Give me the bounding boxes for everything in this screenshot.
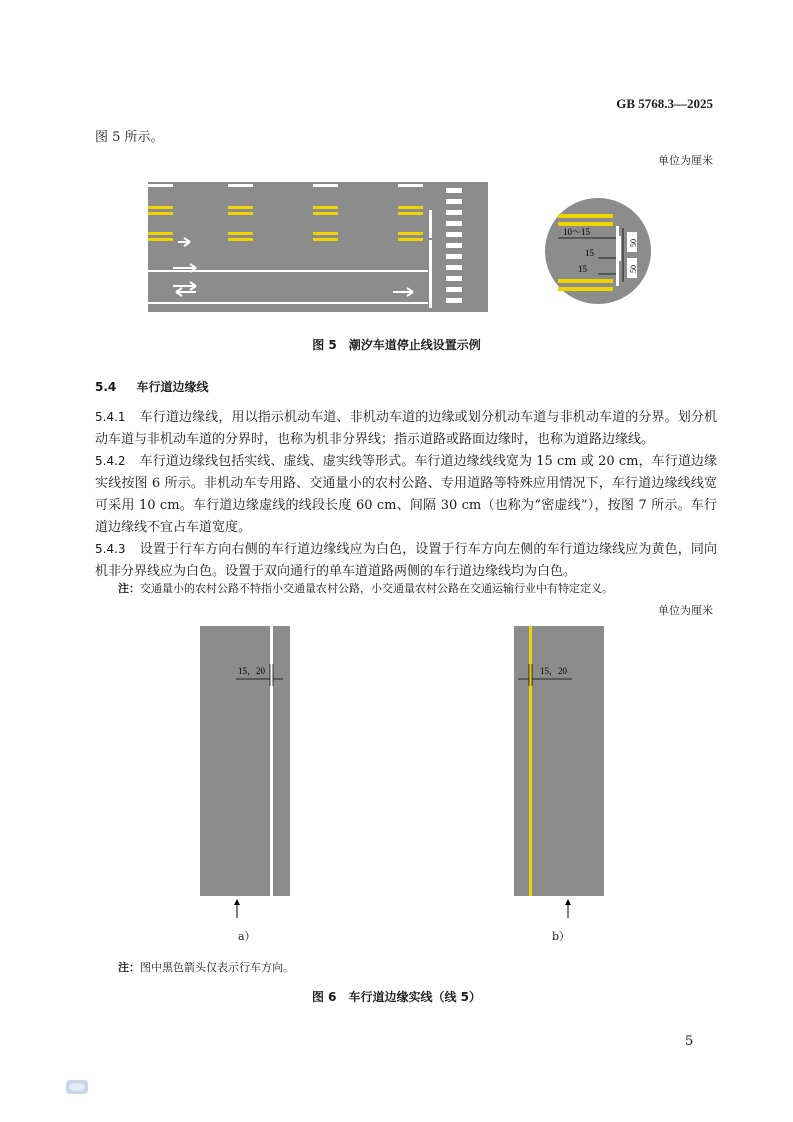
figure6-caption: 图 6 车行道边缘实线（线 5） — [311, 990, 482, 1004]
standard-number: GB 5768.3—2025 — [616, 96, 713, 111]
publisher-logo-icon — [66, 1078, 90, 1096]
figure6a-dimension: 15，20 — [238, 666, 266, 676]
figure5-road-diagram — [148, 182, 488, 312]
figure5-caption: 图 5 潮汐车道停止线设置示例 — [312, 338, 481, 352]
paragraph-text: 车行道边缘线包括实线、虚线、虚实线等形式。车行道边缘线线宽为 15 cm 或 20 cm，车行道边缘实线按图 6 所示。非机动车专用路、交通量小的农村公路、专用道路等特殊应用情况下，车行道边缘线线宽可采用 10 cm。车行道边缘虚线的线段长度 60 cm、间隔 30 cm（也称为“密虚线”），按图 7 所示。车行道边缘线不宜占车道宽度。 — [95, 454, 717, 535]
paragraph-5-4-2 — [95, 450, 717, 539]
detail-dim-5: 50 — [629, 265, 638, 273]
direction-arrow-icon — [229, 898, 245, 920]
direction-arrow-icon — [560, 898, 576, 920]
paragraph-number: 5.4.2 — [95, 454, 126, 468]
paragraph-text: 车行道边缘线，用以指示机动车道、非机动车道的边缘或划分机动车道与非机动车道的分界。划分机动车道与非机动车道的分界时，也称为机非分界线；指示道路或路面边缘时，也称为道路边缘线。 — [95, 410, 717, 447]
note-2 — [118, 959, 294, 975]
detail-dim-3: 15 — [578, 264, 587, 274]
unit-label: 单位为厘米 — [658, 154, 713, 167]
page-number: 5 — [685, 1034, 694, 1049]
unit-label-2: 单位为厘米 — [658, 604, 713, 617]
paragraph-text: 设置于行车方向右侧的车行道边缘线应为白色，设置于行车方向左侧的车行道边缘线应为黄色，同向机非分界线应为白色。设置于双向通行的单车道道路两侧的车行道边缘线均为白色。 — [95, 542, 717, 579]
intro-text: 图 5 所示。 — [95, 130, 164, 145]
figure5-detail-circle — [543, 196, 653, 306]
figure6b-road — [512, 624, 607, 899]
note-label: 注： — [118, 961, 140, 974]
detail-dim-2: 15 — [585, 248, 594, 258]
section-number: 5.4 — [95, 380, 117, 394]
section-heading — [95, 378, 208, 395]
paragraph-number: 5.4.1 — [95, 410, 126, 424]
section-title: 车行道边缘线 — [136, 380, 209, 394]
paragraph-5-4-3 — [95, 538, 717, 583]
paragraph-5-4-1 — [95, 406, 717, 451]
figure6a-label: a） — [238, 930, 256, 943]
detail-dim-4: 50 — [629, 239, 638, 247]
note-text: 交通量小的农村公路不特指小交通量农村公路，小交通量农村公路在交通运输行业中有特定定义。 — [140, 582, 613, 595]
figure6b-label: b） — [552, 930, 571, 943]
note-label: 注： — [118, 582, 140, 595]
note-text: 图中黑色箭头仅表示行车方向。 — [140, 961, 294, 974]
figure6b-dimension: 15，20 — [540, 666, 568, 676]
note-1 — [118, 580, 718, 596]
figure6a-road — [198, 624, 293, 899]
detail-dim-1: 10～15 — [563, 227, 591, 237]
paragraph-number: 5.4.3 — [95, 542, 126, 556]
